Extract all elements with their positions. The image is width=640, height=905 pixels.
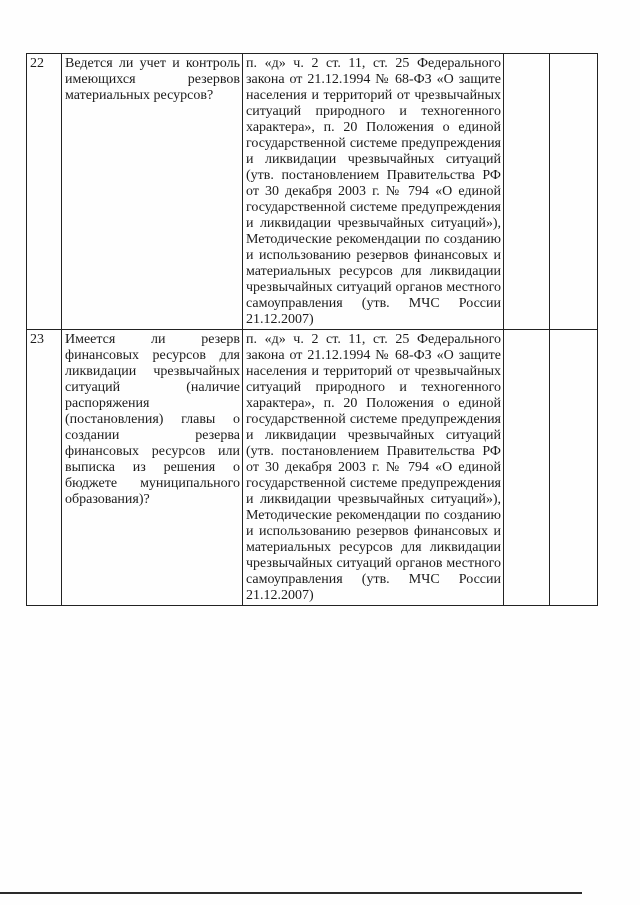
row-number: 22 [27,54,62,330]
question-text: Имеется ли резерв финансовых ресурсов для ликвидации чрезвычайных ситуаций (наличие распоряжения (постановления) главы о создании резерва финансовых ресурсов или выписка из решения о бюджете муниципального образования)? [62,330,243,606]
legal-basis-text: п. «д» ч. 2 ст. 11, ст. 25 Федерального закона от 21.12.1994 № 68-ФЗ «О защите населения и территорий от чрезвычайных ситуаций природного и техногенного характера», п. 20 Положения о единой государственной системе предупреждения и ликвидации чрезвычайных ситуаций (утв. постановлением Правительства РФ от 30 декабря 2003 г. № 794 «О единой государственной системе предупреждения и ликвидации чрезвычайных ситуаций»), Методические рекомендации по созданию и использованию резервов финансовых и материальных ресурсов для ликвидации чрезвычайных ситуаций органов местного самоуправления (утв. МЧС России 21.12.2007) [243,54,504,330]
note-cell [550,330,598,606]
answer-cell [504,54,550,330]
answer-cell [504,330,550,606]
table-row [27,330,598,606]
note-cell [550,54,598,330]
row-number: 23 [27,330,62,606]
table-row [27,54,598,330]
page-edge-line [0,892,582,894]
checklist-table [26,53,598,606]
question-text: Ведется ли учет и контроль имеющихся резервов материальных ресурсов? [62,54,243,330]
legal-basis-text: п. «д» ч. 2 ст. 11, ст. 25 Федерального закона от 21.12.1994 № 68-ФЗ «О защите населения и территорий от чрезвычайных ситуаций природного и техногенного характера», п. 20 Положения о единой государственной системе предупреждения и ликвидации чрезвычайных ситуаций (утв. постановлением Правительства РФ от 30 декабря 2003 г. № 794 «О единой государственной системе предупреждения и ликвидации чрезвычайных ситуаций»), Методические рекомендации по созданию и использованию резервов финансовых и материальных ресурсов для ликвидации чрезвычайных ситуаций органов местного самоуправления (утв. МЧС России 21.12.2007) [243,330,504,606]
